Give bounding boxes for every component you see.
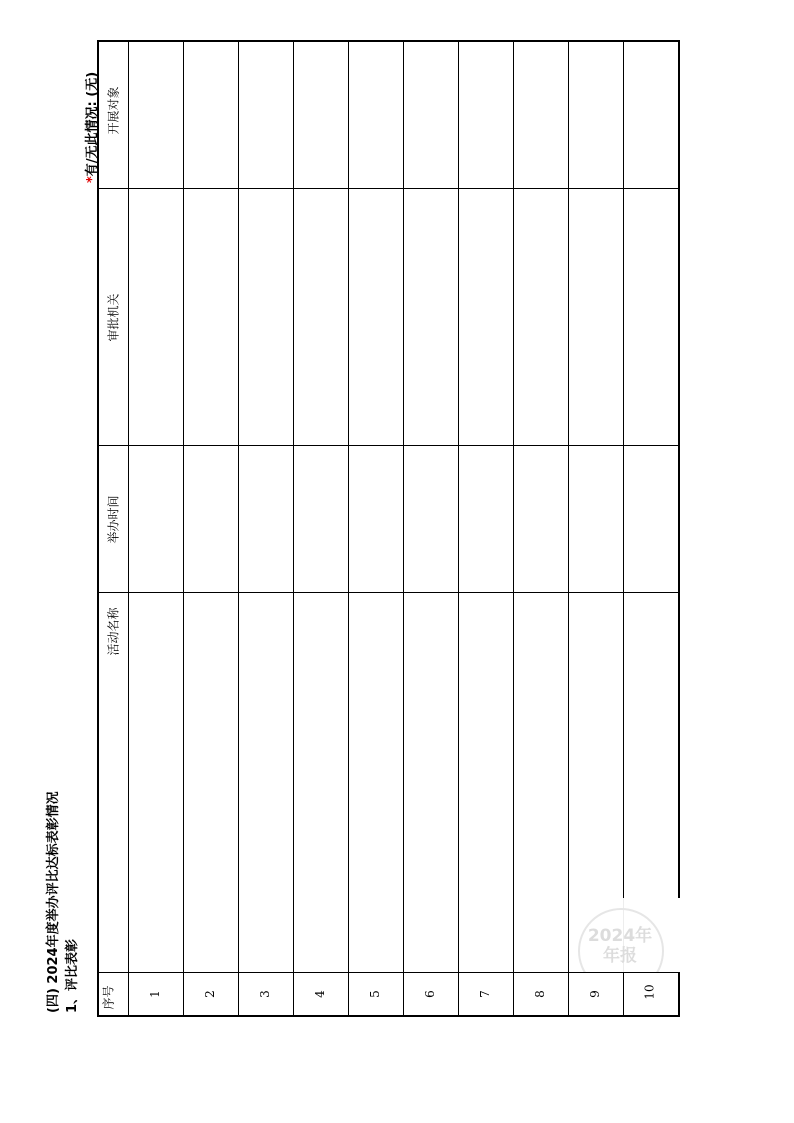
row-number: 1: [128, 972, 183, 1016]
cell: [404, 188, 459, 445]
required-star: *: [85, 176, 100, 183]
cell: [183, 592, 238, 972]
cell: [293, 592, 348, 972]
cell: [238, 592, 293, 972]
cell: [348, 445, 403, 592]
row-number: 7: [459, 972, 514, 1016]
header-index: 序号: [98, 972, 128, 1016]
row-number: 9: [569, 972, 624, 1016]
cell: [569, 41, 624, 188]
cell: [514, 592, 569, 972]
cell: [404, 41, 459, 188]
cell: [128, 188, 183, 445]
cell: [624, 188, 679, 445]
header-held-time: 举办时间: [98, 445, 128, 592]
cell: [624, 41, 679, 188]
watermark-text: [584, 926, 656, 966]
cell: [404, 445, 459, 592]
section-title: (四) 2024年度举办评比达标表彰情况: [46, 791, 61, 1013]
cell: [514, 188, 569, 445]
cell: [128, 41, 183, 188]
cell: [238, 188, 293, 445]
watermark-line1: 2024年: [587, 926, 653, 946]
header-activity-name: 活动名称: [98, 592, 128, 972]
cell: [404, 592, 459, 972]
cell: [293, 188, 348, 445]
cell: [348, 41, 403, 188]
cell: [569, 445, 624, 592]
row-number: 6: [404, 972, 459, 1016]
row-number: 3: [238, 972, 293, 1016]
cell: [514, 445, 569, 592]
header-target: 开展对象: [98, 41, 128, 188]
cell: [348, 188, 403, 445]
cell: [238, 41, 293, 188]
cell: [128, 445, 183, 592]
cell: [514, 41, 569, 188]
cell: [183, 188, 238, 445]
cell: [128, 592, 183, 972]
watermark-line2: 年报: [603, 946, 637, 966]
cell: [348, 592, 403, 972]
row-number: 10: [624, 972, 679, 1016]
cell: [459, 592, 514, 972]
cell: [238, 445, 293, 592]
row-number: 8: [514, 972, 569, 1016]
row-number: 4: [293, 972, 348, 1016]
cell: [459, 41, 514, 188]
header-approval-authority: 审批机关: [98, 188, 128, 445]
cell: [293, 445, 348, 592]
cell: [459, 445, 514, 592]
cell: [293, 41, 348, 188]
cell: [183, 445, 238, 592]
cell: [624, 445, 679, 592]
cell: [569, 188, 624, 445]
row-number: 5: [348, 972, 403, 1016]
row-number: 2: [183, 972, 238, 1016]
cell: [183, 41, 238, 188]
awards-table: [97, 40, 680, 1017]
cell: [459, 188, 514, 445]
status-note-text: 有/无此情况: (无): [85, 71, 100, 177]
watermark-stamp: [570, 898, 680, 972]
sub-title: 1、评比表彰: [65, 938, 80, 1013]
